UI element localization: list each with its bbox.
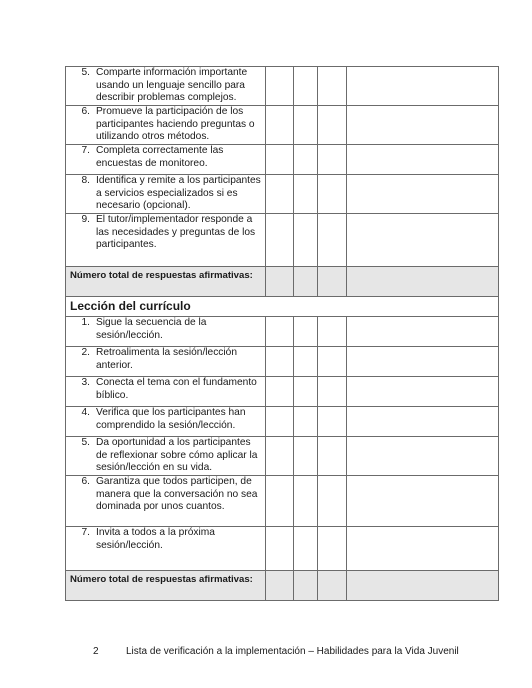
item-number: 2. [81,347,90,358]
total-label: Número total de respuestas afirmativas: [66,571,266,601]
item-text: Completa correctamente las encuestas de monitoreo. [96,145,224,169]
total-cell[interactable] [318,267,347,297]
checkbox-cell[interactable] [318,106,347,145]
item-text: Identifica y remite a los participantes a servicios especializados si es necesario (opcional). [96,175,261,212]
checkbox-cell[interactable] [266,317,294,347]
item-text: Garantiza que todos participen, de manera que la conversación no sea dominada por unos cuantos. [96,476,258,513]
total-cell[interactable] [294,571,318,601]
comments-cell[interactable] [347,214,499,267]
checkbox-cell[interactable] [318,175,347,214]
footer-title: Lista de verificación a la implementación – Habilidades para la Vida Juvenil [126,646,459,657]
checkbox-cell[interactable] [294,175,318,214]
total-cell[interactable] [266,267,294,297]
table-row [66,476,499,527]
total-label: Número total de respuestas afirmativas: [66,267,266,297]
checkbox-cell[interactable] [318,347,347,377]
total-cell[interactable] [294,267,318,297]
checkbox-cell[interactable] [266,175,294,214]
checkbox-cell[interactable] [318,437,347,476]
item-number: 1. [81,317,90,328]
comments-cell[interactable] [347,106,499,145]
checkbox-cell[interactable] [294,407,318,437]
checkbox-cell[interactable] [294,437,318,476]
item-number: 8. [81,175,90,186]
item-number: 6. [81,106,90,117]
total-row [66,571,499,601]
checkbox-cell[interactable] [318,145,347,175]
checkbox-cell[interactable] [294,377,318,407]
item-number: 9. [81,214,90,225]
item-number: 3. [81,377,90,388]
total-comments-cell[interactable] [347,571,499,601]
comments-cell[interactable] [347,407,499,437]
table-row [66,317,499,347]
checkbox-cell[interactable] [266,476,294,527]
item-number: 7. [81,527,90,538]
item-number: 4. [81,407,90,418]
comments-cell[interactable] [347,347,499,377]
table-row [66,67,499,106]
checkbox-cell[interactable] [266,437,294,476]
checkbox-cell[interactable] [294,347,318,377]
item-number: 5. [81,67,90,78]
checkbox-cell[interactable] [294,67,318,106]
item-text: Sigue la secuencia de la sesión/lección. [96,317,207,341]
comments-cell[interactable] [347,437,499,476]
checkbox-cell[interactable] [318,67,347,106]
checkbox-cell[interactable] [266,67,294,106]
item-text: El tutor/implementador responde a las necesidades y preguntas de los participantes. [96,214,256,251]
item-text: Conecta el tema con el fundamento bíblico. [96,377,257,401]
checkbox-cell[interactable] [318,527,347,571]
item-number: 6. [81,476,90,487]
total-comments-cell[interactable] [347,267,499,297]
total-cell[interactable] [318,571,347,601]
table-row [66,407,499,437]
item-text: Retroalimenta la sesión/lección anterior. [96,347,237,371]
checkbox-cell[interactable] [294,476,318,527]
checkbox-cell[interactable] [318,407,347,437]
checkbox-cell[interactable] [266,106,294,145]
section-title: Lección del currículo [66,297,499,317]
table-row [66,145,499,175]
table-row [66,175,499,214]
checkbox-cell[interactable] [294,527,318,571]
total-cell[interactable] [266,571,294,601]
checkbox-cell[interactable] [318,317,347,347]
item-text: Comparte información importante usando un lenguaje sencillo para describir problemas complejos. [96,67,248,104]
checkbox-cell[interactable] [266,347,294,377]
table-row [66,377,499,407]
table-row [66,527,499,571]
item-text: Da oportunidad a los participantes de reflexionar sobre cómo aplicar la sesión/lección en su vida. [96,437,258,474]
checkbox-cell[interactable] [266,145,294,175]
checkbox-cell[interactable] [318,214,347,267]
checkbox-cell[interactable] [266,214,294,267]
comments-cell[interactable] [347,476,499,527]
item-text: Promueve la participación de los participantes haciendo preguntas o utilizando otros métodos. [96,106,255,143]
table-row [66,347,499,377]
checkbox-cell[interactable] [266,407,294,437]
checkbox-cell[interactable] [266,377,294,407]
table-row [66,437,499,476]
comments-cell[interactable] [347,317,499,347]
comments-cell[interactable] [347,67,499,106]
item-number: 7. [81,145,90,156]
checkbox-cell[interactable] [318,377,347,407]
section-header-row [66,297,499,317]
checkbox-cell[interactable] [294,317,318,347]
item-text: Verifica que los participantes han comprendido la sesión/lección. [96,407,246,431]
item-number: 5. [81,437,90,448]
comments-cell[interactable] [347,145,499,175]
checkbox-cell[interactable] [294,214,318,267]
page-number: 2 [93,646,99,657]
comments-cell[interactable] [347,527,499,571]
comments-cell[interactable] [347,377,499,407]
checkbox-cell[interactable] [294,106,318,145]
table-row [66,106,499,145]
comments-cell[interactable] [347,175,499,214]
checkbox-cell[interactable] [266,527,294,571]
item-text: Invita a todos a la próxima sesión/lección. [96,527,215,551]
checkbox-cell[interactable] [318,476,347,527]
total-row [66,267,499,297]
table-row [66,214,499,267]
checkbox-cell[interactable] [294,145,318,175]
implementation-checklist-table [65,66,499,601]
